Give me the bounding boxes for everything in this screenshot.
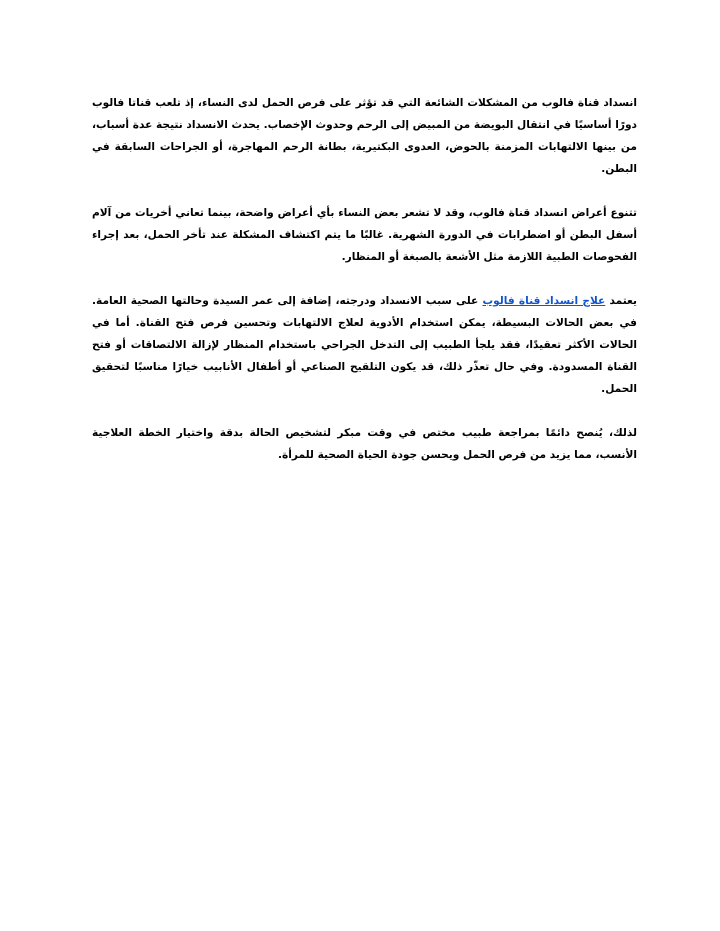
paragraph-2: تتنوع أعراض انسداد قناة فالوب، وقد لا تشعر بعض النساء بأي أعراض واضحة، بينما تعاني أخريات من آلام أسفل البطن أو اضطرابات في الدورة الشهرية. غالبًا ما يتم اكتشاف المشكلة عند تأخر الحمل، بعد إجراء الفحوصات الطبية اللازمة مثل الأشعة بالصبغة أو المنظار. bbox=[92, 207, 637, 263]
paragraph-4: لذلك، يُنصح دائمًا بمراجعة طبيب مختص في وقت مبكر لتشخيص الحالة بدقة واختيار الخطة العلاجية الأنسب، مما يزيد من فرص الحمل ويحسن جودة الحياة الصحية للمرأة. bbox=[92, 427, 637, 461]
paragraph-3-prefix: يعتمد bbox=[605, 295, 637, 307]
paragraph-3 bbox=[92, 290, 637, 400]
paragraph-1: انسداد قناة فالوب من المشكلات الشائعة التي قد تؤثر على فرص الحمل لدى النساء، إذ تلعب قناتا فالوب دورًا أساسيًا في انتقال البويضة من المبيض إلى الرحم وحدوث الإخصاب. يحدث الانسداد نتيجة عدة أسباب، من بينها الالتهابات المزمنة بالحوض، العدوى البكتيرية، بطانة الرحم المهاجرة، أو الجراحات السابقة في البطن. bbox=[92, 97, 637, 175]
paragraph-3-text: على سبب الانسداد ودرجته، إضافة إلى عمر السيدة وحالتها الصحية العامة. في بعض الحالات البسيطة، يمكن استخدام الأدوية لعلاج الالتهابات وتحسين فرص فتح القناة. أما في الحالات الأكثر تعقيدًا، فقد يلجأ الطبيب إلى التدخل الجراحي باستخدام المنظار لإزالة الالتصاقات أو فتح القناة المسدودة. وفي حال تعذّر ذلك، قد يكون التلقيح الصناعي أو أطفال الأنابيب خيارًا مناسبًا لتحقيق الحمل. bbox=[92, 295, 637, 395]
treatment-link[interactable]: علاج انسداد قناة فالوب bbox=[482, 295, 606, 307]
document-body bbox=[92, 92, 637, 488]
